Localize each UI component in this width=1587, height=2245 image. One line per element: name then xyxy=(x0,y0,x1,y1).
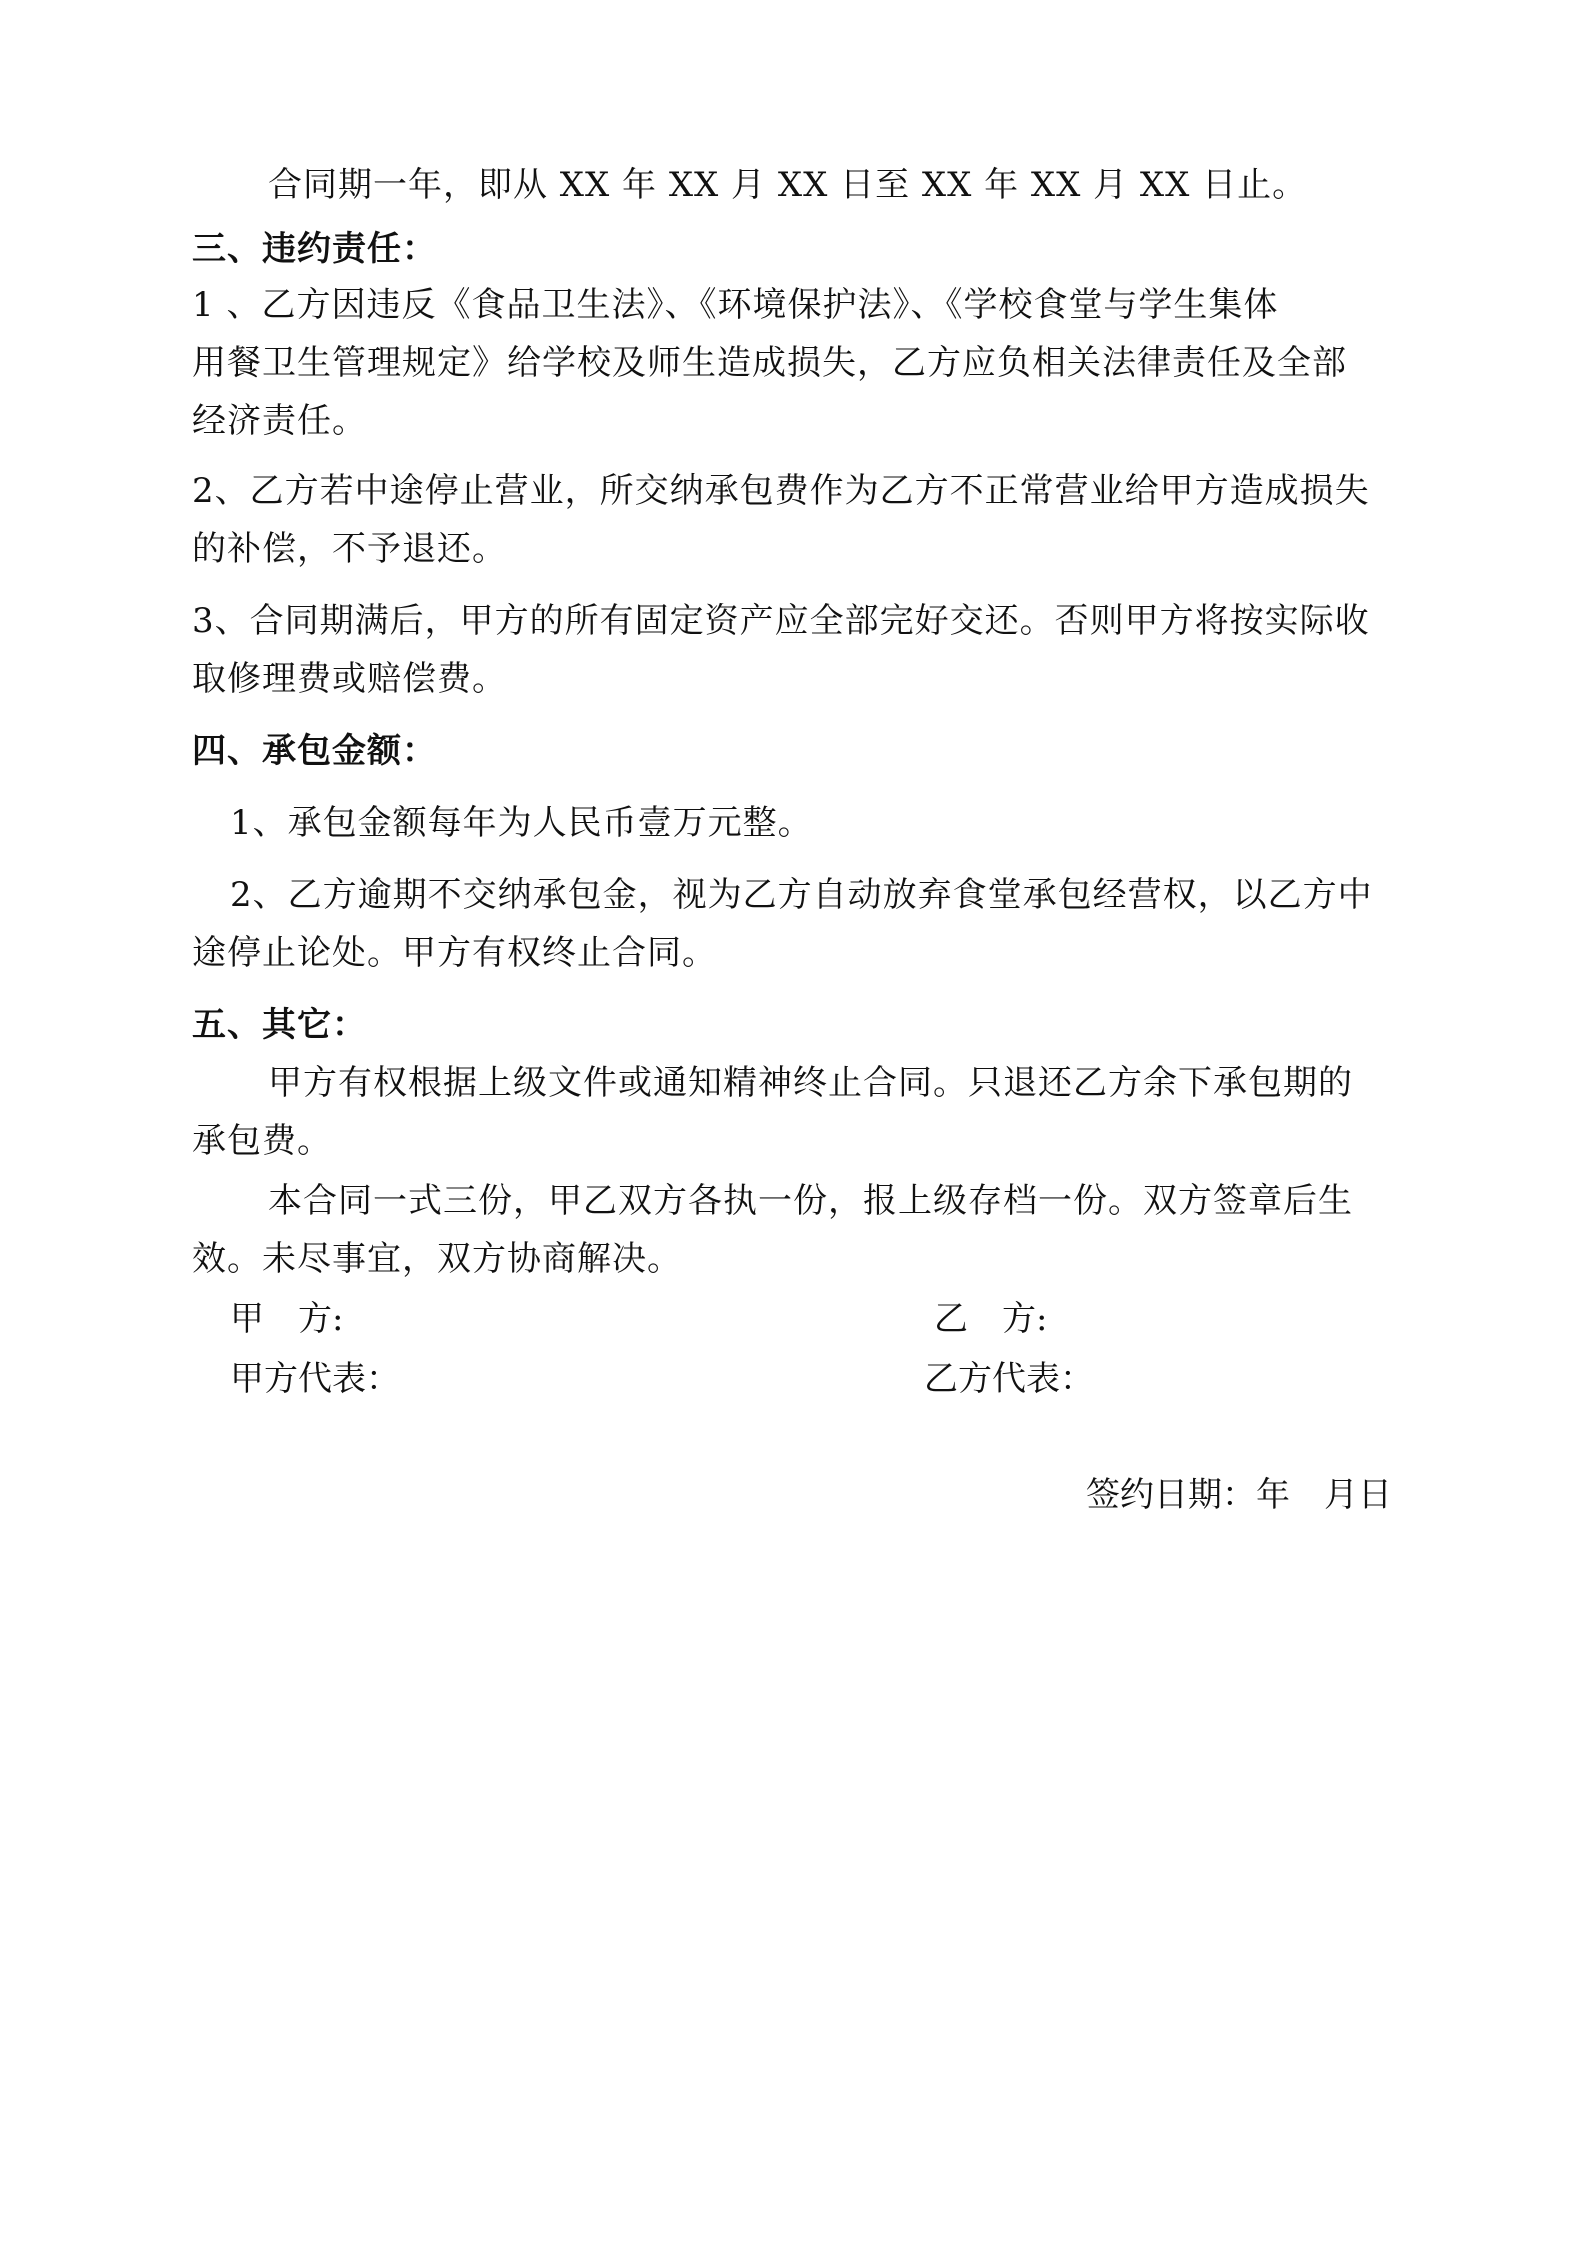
section-3-item-3-line-2: 取修理费或赔偿费。 xyxy=(192,659,507,699)
section-4-heading: 四、承包金额： xyxy=(192,731,437,771)
party-a-representative-label: 甲方代表： xyxy=(230,1359,400,1399)
section-3-item-3-line-1: 3、合同期满后，甲方的所有固定资产应全部完好交还。否则甲方将按实际收 xyxy=(192,601,1370,641)
section-5-para-1-line-2: 承包费。 xyxy=(192,1121,332,1161)
section-5-para-1-line-1: 甲方有权根据上级文件或通知精神终止合同。只退还乙方余下承包期的 xyxy=(268,1063,1353,1103)
section-5-heading: 五、其它： xyxy=(192,1005,367,1045)
section-3-item-1-line-1: 1 、乙方因违反《食品卫生法》、《环境保护法》、《学校食堂与学生集体 xyxy=(192,285,1279,325)
contract-term-line: 合同期一年，即从 XX 年 XX 月 XX 日至 XX 年 XX 月 XX 日止。 xyxy=(268,165,1308,205)
section-3-item-1-line-3: 经济责任。 xyxy=(192,401,367,441)
section-5-para-2-line-2: 效。未尽事宜，双方协商解决。 xyxy=(192,1239,682,1279)
party-b-representative-label: 乙方代表： xyxy=(924,1359,1094,1399)
signing-date-label: 签约日期：年 月日 xyxy=(1086,1475,1392,1515)
section-4-item-2-line-1: 2、乙方逾期不交纳承包金，视为乙方自动放弃食堂承包经营权，以乙方中 xyxy=(230,875,1373,915)
section-4-item-2-line-2: 途停止论处。甲方有权终止合同。 xyxy=(192,933,717,973)
section-3-item-1-line-2: 用餐卫生管理规定》给学校及师生造成损失，乙方应负相关法律责任及全部 xyxy=(192,343,1347,383)
party-b-label: 乙 方: xyxy=(934,1299,1048,1339)
section-3-item-2-line-2: 的补偿，不予退还。 xyxy=(192,529,507,569)
section-5-para-2-line-1: 本合同一式三份，甲乙双方各执一份，报上级存档一份。双方签章后生 xyxy=(268,1181,1353,1221)
party-a-label: 甲 方: xyxy=(230,1299,344,1339)
section-3-item-2-line-1: 2、乙方若中途停止营业，所交纳承包费作为乙方不正常营业给甲方造成损失 xyxy=(192,471,1370,511)
section-4-item-1: 1、承包金额每年为人民币壹万元整。 xyxy=(230,803,813,843)
section-3-heading: 三、违约责任： xyxy=(192,229,437,269)
